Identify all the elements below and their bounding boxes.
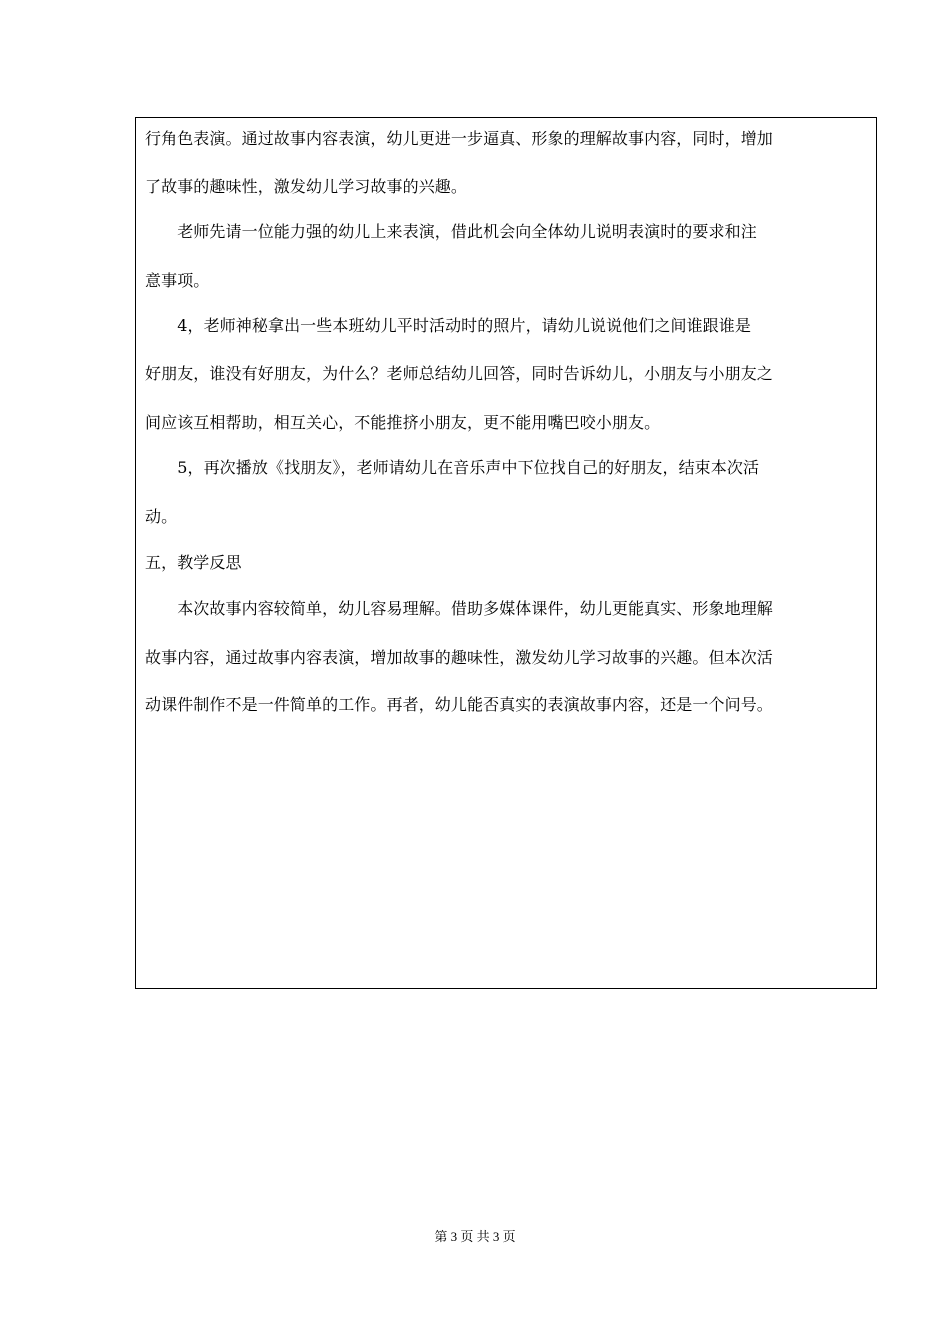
paragraph-line: 了故事的趣味性，激发幼儿学习故事的兴趣。	[145, 177, 468, 196]
paragraph-line: 动课件制作不是一件简单的工作。再者，幼儿能否真实的表演故事内容，还是一个问号。	[145, 695, 773, 714]
paragraph-line: 故事内容，通过故事内容表演，增加故事的趣味性，激发幼儿学习故事的兴趣。但本次活	[145, 648, 773, 667]
paragraph-line: 意事项。	[145, 271, 210, 290]
page-number-footer: 第 3 页 共 3 页	[434, 1229, 516, 1244]
paragraph-line: 行角色表演。通过故事内容表演，幼儿更进一步逼真、形象的理解故事内容，同时，增加	[145, 129, 773, 148]
paragraph-line: 5，再次播放《找朋友》，老师请幼儿在音乐声中下位找自己的好朋友，结束本次活	[145, 458, 760, 477]
paragraph-line: 动。	[145, 507, 178, 526]
lesson-content-table-cell	[135, 117, 877, 989]
paragraph-line: 间应该互相帮助，相互关心，不能推挤小朋友，更不能用嘴巴咬小朋友。	[145, 413, 661, 432]
paragraph-line: 本次故事内容较简单，幼儿容易理解。借助多媒体课件，幼儿更能真实、形象地理解	[145, 599, 773, 618]
paragraph-line: 4，老师神秘拿出一些本班幼儿平时活动时的照片，请幼儿说说他们之间谁跟谁是	[145, 316, 751, 335]
paragraph-line: 老师先请一位能力强的幼儿上来表演，借此机会向全体幼儿说明表演时的要求和注	[145, 222, 757, 241]
paragraph-line: 好朋友，谁没有好朋友，为什么？老师总结幼儿回答，同时告诉幼儿，小朋友与小朋友之	[145, 364, 773, 383]
section-heading: 五，教学反思	[145, 553, 242, 572]
